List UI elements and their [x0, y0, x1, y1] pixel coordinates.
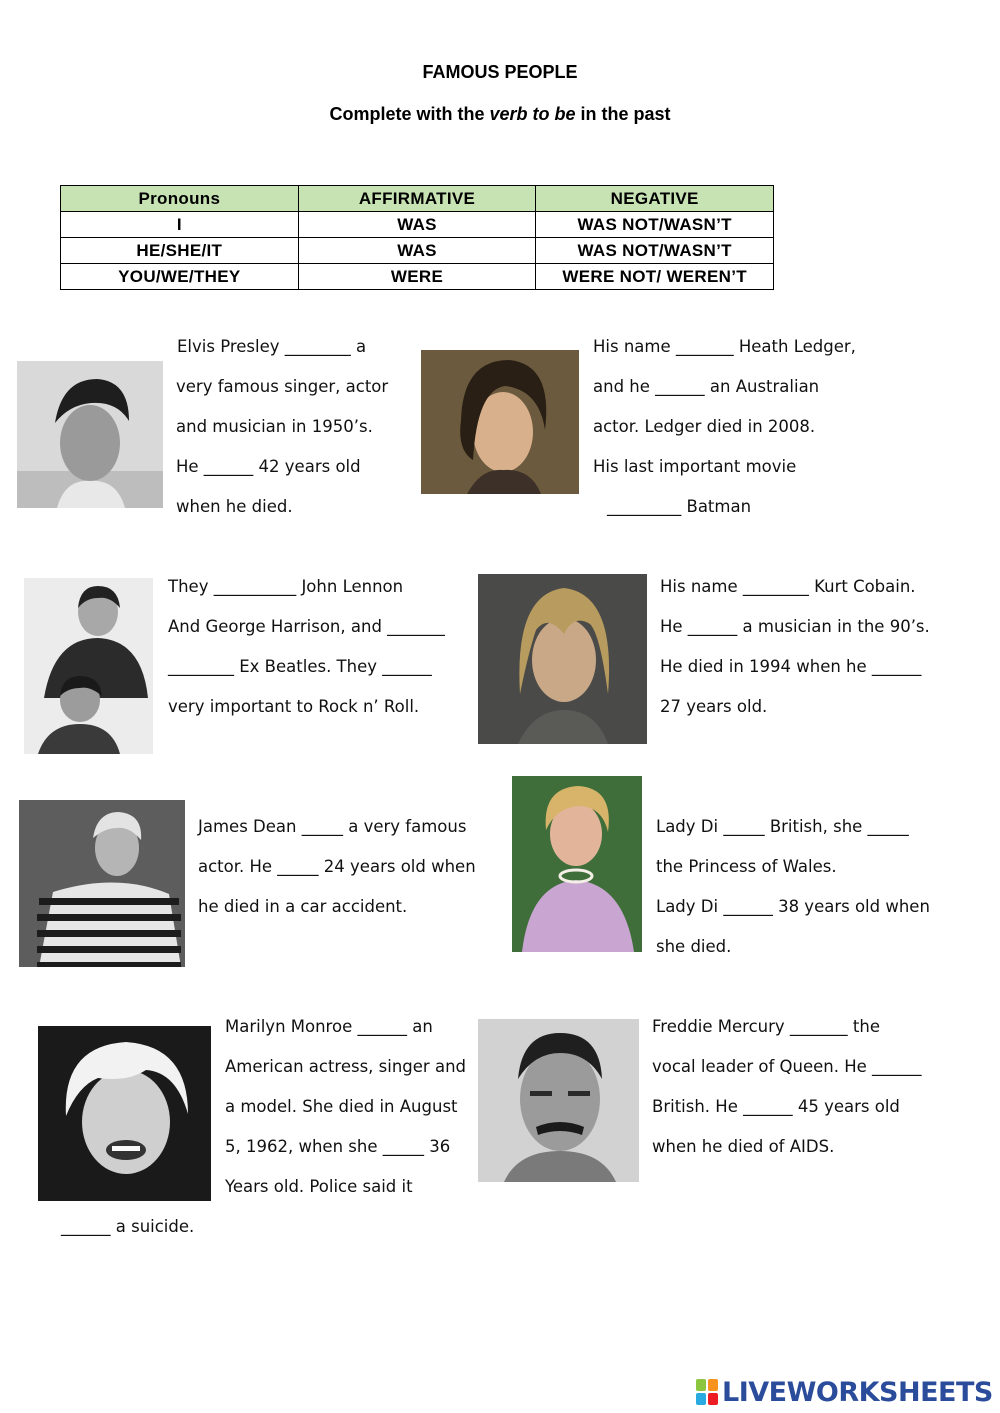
logo-square: [696, 1393, 706, 1405]
exercise-line: His name _______ Heath Ledger,: [593, 337, 856, 356]
worksheet-title: FAMOUS PEOPLE: [422, 62, 578, 82]
table-row: [61, 212, 774, 238]
subtitle-text-end: in the past: [575, 104, 671, 124]
exercise-line: very important to Rock n’ Roll.: [168, 697, 420, 716]
photo-beatles: [24, 578, 153, 754]
liveworksheets-logo-icon: [696, 1379, 718, 1405]
exercise-line: _________ Batman: [607, 497, 752, 516]
exercise-line: ________ Ex Beatles. They ______: [168, 657, 432, 676]
exercise-line: and musician in 1950’s.: [176, 417, 373, 436]
exercise-line: He ______ a musician in the 90’s.: [660, 617, 930, 636]
table-row: [61, 264, 774, 290]
exercise-line: vocal leader of Queen. He ______: [652, 1057, 922, 1076]
table-cell: YOU/WE/THEY: [61, 264, 299, 290]
exercise-line: she died.: [656, 937, 732, 956]
logo-square: [708, 1379, 718, 1391]
exercise-line: he died in a car accident.: [198, 897, 408, 916]
exercise-line: Freddie Mercury _______ the: [652, 1017, 880, 1036]
exercise-line: actor. He _____ 24 years old when: [198, 857, 476, 876]
table-header-cell: NEGATIVE: [536, 186, 774, 212]
exercise-line: when he died of AIDS.: [652, 1137, 835, 1156]
table-cell: WAS: [298, 238, 536, 264]
exercise-line: And George Harrison, and _______: [168, 617, 445, 636]
logo-square: [696, 1379, 706, 1391]
logo-square: [708, 1393, 718, 1405]
exercise-line: the Princess of Wales.: [656, 857, 837, 876]
table-cell: WAS NOT/WASN’T: [536, 212, 774, 238]
exercise-line: a model. She died in August: [225, 1097, 458, 1116]
exercise-line: He ______ 42 years old: [176, 457, 361, 476]
photo-kurt-cobain: [478, 574, 647, 744]
exercise-line: when he died.: [176, 497, 293, 516]
exercise-line: 27 years old.: [660, 697, 768, 716]
photo-lady-di: [512, 776, 642, 952]
exercise-line: Lady Di _____ British, she _____: [656, 817, 909, 836]
exercise-line: British. He ______ 45 years old: [652, 1097, 900, 1116]
photo-freddie-mercury: [478, 1019, 639, 1182]
photo-heath-ledger: [421, 350, 579, 494]
exercise-line: They __________ John Lennon: [168, 577, 404, 596]
exercise-line: Marilyn Monroe ______ an: [225, 1017, 433, 1036]
subtitle-text-start: Complete with the: [329, 104, 490, 124]
exercise-line: Years old. Police said it: [225, 1177, 413, 1196]
exercise-line: and he ______ an Australian: [593, 377, 820, 396]
exercise-line: actor. Ledger died in 2008.: [593, 417, 816, 436]
exercise-line: His last important movie: [593, 457, 797, 476]
table-cell: WERE NOT/ WEREN’T: [536, 264, 774, 290]
table-header-cell: Pronouns: [61, 186, 299, 212]
exercise-line: very famous singer, actor: [176, 377, 389, 396]
exercise-line: His name ________ Kurt Cobain.: [660, 577, 916, 596]
liveworksheets-logo-text: LIVEWORKSHEETS: [722, 1376, 993, 1408]
liveworksheets-logo[interactable]: [696, 1374, 993, 1410]
table-header-cell: AFFIRMATIVE: [298, 186, 536, 212]
exercise-line: American actress, singer and: [225, 1057, 467, 1076]
photo-marilyn-monroe: [38, 1026, 211, 1201]
worksheet-subtitle: [0, 104, 1000, 125]
subtitle-italic-text: verb to be: [489, 104, 576, 124]
table-cell: I: [61, 212, 299, 238]
exercise-line: James Dean _____ a very famous: [198, 817, 467, 836]
table-cell: WERE: [298, 264, 536, 290]
table-row: [61, 238, 774, 264]
photo-elvis-presley: [17, 361, 163, 508]
exercise-line: 5, 1962, when she _____ 36: [225, 1137, 451, 1156]
exercise-line: ______ a suicide.: [61, 1217, 195, 1236]
exercise-line: Lady Di ______ 38 years old when: [656, 897, 930, 916]
verb-to-be-table: [60, 185, 774, 290]
exercise-line: He died in 1994 when he ______: [660, 657, 922, 676]
exercise-line: Elvis Presley ________ a: [177, 337, 367, 356]
table-cell: HE/SHE/IT: [61, 238, 299, 264]
table-header-row: [61, 186, 774, 212]
photo-james-dean: [19, 800, 185, 967]
table-cell: WAS: [298, 212, 536, 238]
table-cell: WAS NOT/WASN’T: [536, 238, 774, 264]
